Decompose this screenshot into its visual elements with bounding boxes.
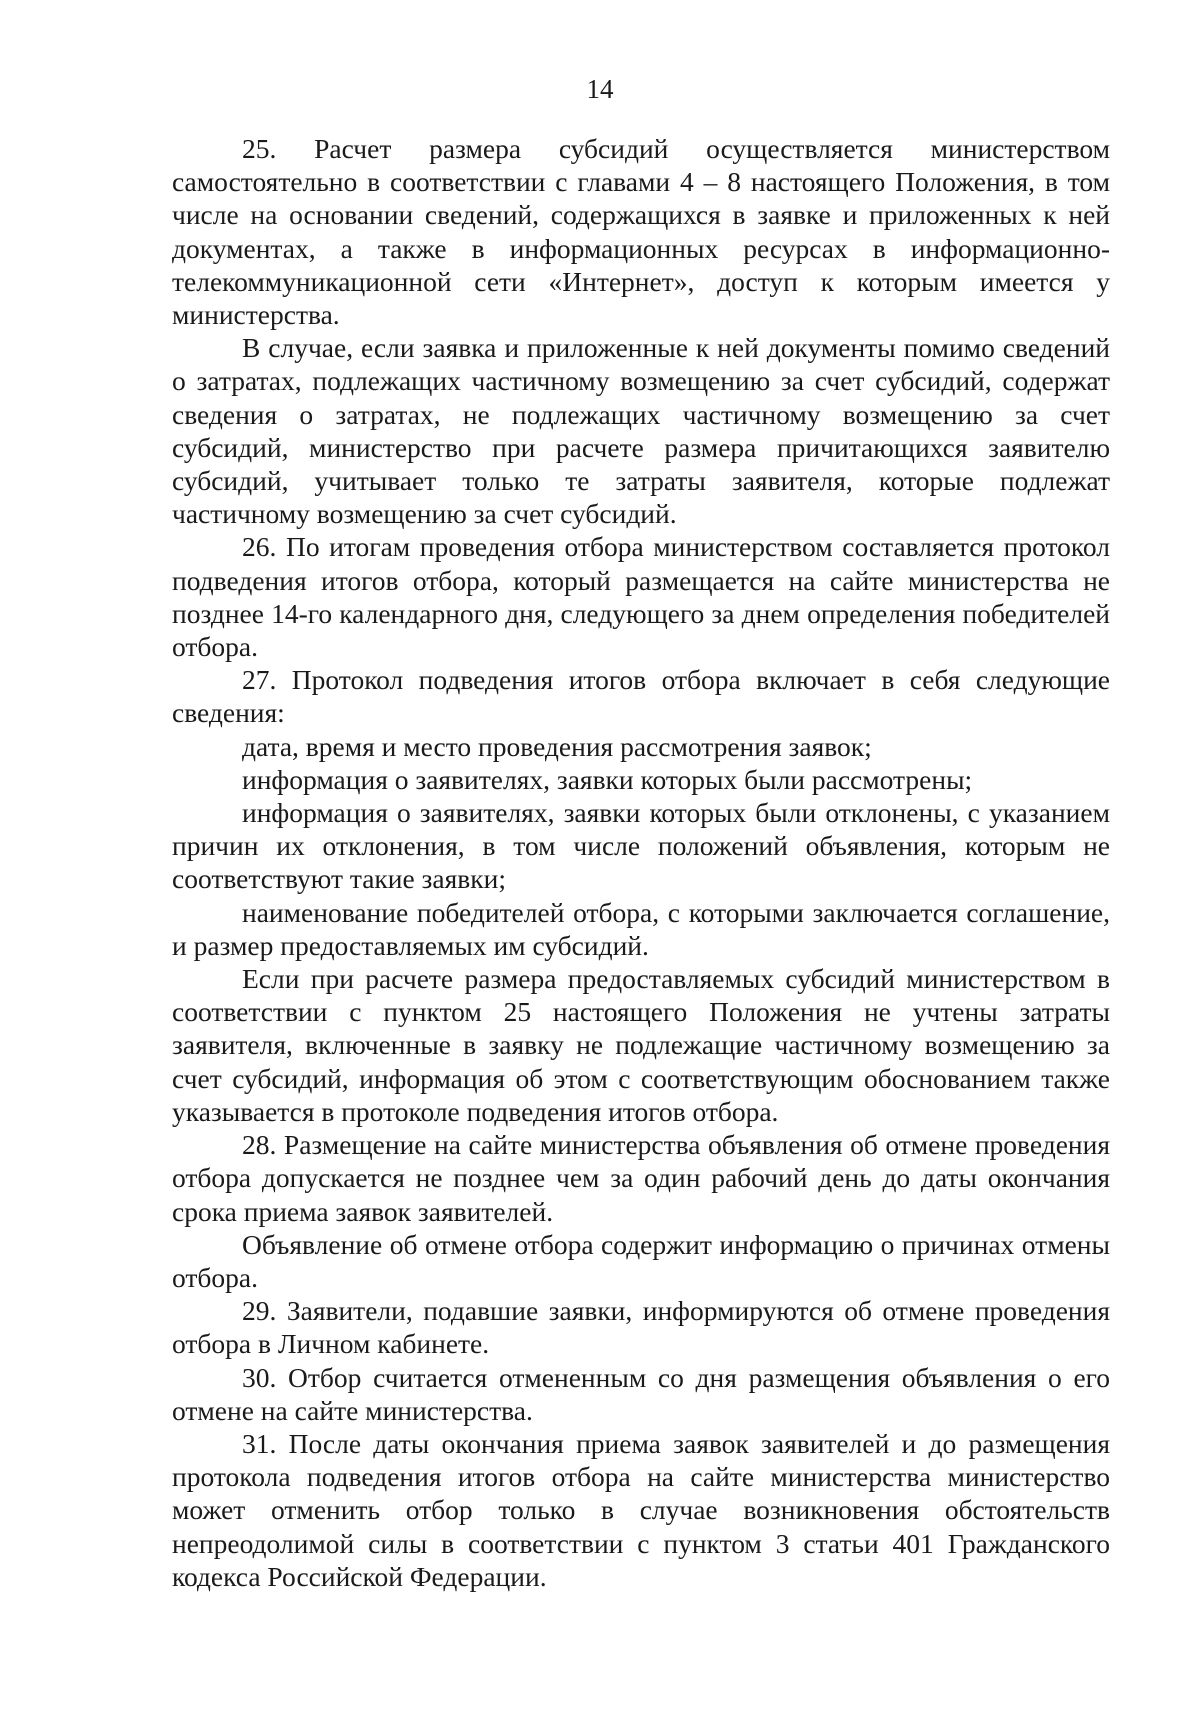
paragraph-31: 31. После даты окончания приема заявок заявителей и до размещения протокола подведения итогов отбора на сайте министерства министерство может отменить отбор только в случае возникновения обстоятельств непреодолимой силы в соответствии с пунктом 3 статьи 401 Гражданского кодекса Российской Федерации. <box>172 1427 1110 1592</box>
paragraph-25: 25. Расчет размера субсидий осуществляется министерством самостоятельно в соответствии с главами 4 – 8 настоящего Положения, в том числе на основании сведений, содержащихся в заявке и приложенных к ней документах, а также в информационных ресурсах в информационно-телекоммуникационной сети «Интернет», доступ к которым имеется у министерства. <box>172 133 1110 331</box>
list-item-considered: информация о заявителях, заявки которых были рассмотрены; <box>242 763 973 795</box>
page-number: 14 <box>586 74 614 104</box>
list-item-winners: наименование победителей отбора, с которыми заключается соглашение, и размер предоставляемых им субсидий. <box>172 896 1110 961</box>
list-item-date-time: дата, время и место проведения рассмотрения заявок; <box>242 730 872 762</box>
list-item-rejected: информация о заявителях, заявки которых были отклонены, с указанием причин их отклонения, в том числе положений объявления, которым не соответствуют такие заявки; <box>172 797 1110 895</box>
paragraph-26: 26. По итогам проведения отбора министерством составляется протокол подведения итогов отбора, который размещается на сайте министерства не позднее 14-го календарного дня, следующего за днем определения победителей отбора. <box>172 531 1110 663</box>
paragraph-25-continued: В случае, если заявка и приложенные к ней документы помимо сведений о затратах, подлежащих частичному возмещению за счет субсидий, содержат сведения о затратах, не подлежащих частичному возмещению за счет субсидий, министерство при расчете размера причитающихся заявителю субсидий, учитывает только те затраты заявителя, которые подлежат частичному возмещению за счет субсидий. <box>172 332 1110 530</box>
paragraph-30: 30. Отбор считается отмененным со дня размещения объявления о его отмене на сайте министерства. <box>172 1361 1110 1426</box>
paragraph-28-continued: Объявление об отмене отбора содержит информацию о причинах отмены отбора. <box>172 1228 1110 1293</box>
paragraph-28: 28. Размещение на сайте министерства объявления об отмене проведения отбора допускается не позднее чем за один рабочий день до даты окончания срока приема заявок заявителей. <box>172 1129 1110 1227</box>
document-body <box>172 132 1110 1593</box>
paragraph-27: 27. Протокол подведения итогов отбора включает в себя следующие сведения: <box>172 664 1110 729</box>
paragraph-29: 29. Заявители, подавшие заявки, информируются об отмене проведения отбора в Личном кабинете. <box>172 1295 1110 1360</box>
paragraph-27-note: Если при расчете размера предоставляемых субсидий министерством в соответствии с пунктом 25 настоящего Положения не учтены затраты заявителя, включенные в заявку не подлежащие частичному возмещению за счет субсидий, информация об этом с соответствующим обоснованием также указывается в протоколе подведения итогов отбора. <box>172 963 1110 1127</box>
